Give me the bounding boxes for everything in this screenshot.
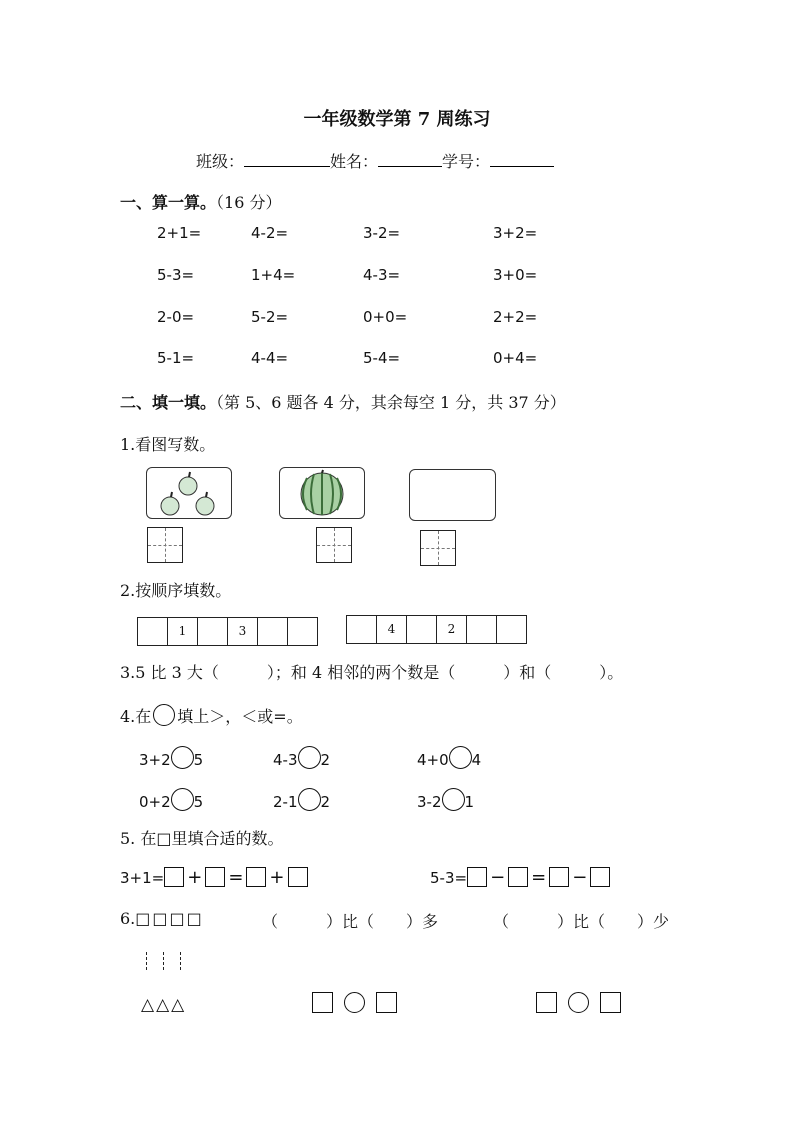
strip-cell-given: 2 [437, 616, 467, 643]
calc-problem: 1+4= [251, 266, 296, 284]
strip-cell-blank[interactable] [258, 618, 288, 645]
section-2-title: 二、填一填。 [120, 393, 217, 412]
watermelon-icon [280, 468, 364, 518]
compare-item [417, 788, 474, 811]
compare-left: 4+0 [417, 751, 449, 769]
calc-problem: 2-0= [157, 308, 195, 326]
calc-problem: 0+0= [363, 308, 408, 326]
calc-problem: 2+1= [157, 224, 202, 242]
name-label: 姓名： [330, 152, 379, 171]
q6-squares: □□□□ [135, 909, 204, 928]
q1-answer-grid-1[interactable] [147, 527, 183, 563]
calc-problem: 5-4= [363, 349, 401, 367]
compare-circle[interactable] [442, 788, 465, 811]
q6-answer-group-1 [312, 992, 397, 1013]
apples-picture-box [146, 467, 232, 519]
compare-item [417, 746, 481, 769]
compare-right: 1 [464, 793, 475, 811]
plus-sign: + [187, 867, 203, 888]
strip-cell-blank[interactable] [347, 616, 377, 643]
student-info-line [196, 149, 554, 172]
q4-text-after: 填上＞，＜或=。 [177, 707, 303, 726]
name-blank[interactable] [378, 150, 442, 167]
compare-item [273, 788, 330, 811]
calc-problem: 3-2= [363, 224, 401, 242]
calc-problem: 4-2= [251, 224, 289, 242]
strip-cell-blank[interactable] [497, 616, 526, 643]
q6-phrase-2: （ ）比（ ）少 [493, 912, 670, 931]
calc-problem: 3+0= [493, 266, 538, 284]
section-2-score: （第 5、6 题各 4 分，其余每空 1 分，共 37 分） [216, 393, 566, 412]
q6-phrase-1: （ ）比（ ）多 [262, 912, 439, 931]
answer-box[interactable] [376, 992, 397, 1013]
compare-item [139, 788, 203, 811]
calc-problem: 2+2= [493, 308, 538, 326]
answer-box[interactable] [246, 867, 266, 887]
apples-icon [147, 468, 231, 518]
section-1-heading [120, 190, 281, 213]
q2-text: 2.按顺序填数。 [120, 581, 232, 600]
q5-equation-left [120, 867, 308, 888]
strip-cell-blank[interactable] [467, 616, 497, 643]
number-label: 学号： [442, 152, 491, 171]
compare-circle[interactable] [298, 746, 321, 769]
answer-box[interactable] [467, 867, 487, 887]
compare-right: 2 [320, 751, 331, 769]
calc-problem: 4-4= [251, 349, 289, 367]
q1-answer-grid-2[interactable] [316, 527, 352, 563]
equals-sign: = [531, 867, 547, 888]
compare-left: 0+2 [139, 793, 171, 811]
answer-circle[interactable] [344, 992, 365, 1013]
q1-text: 1.看图写数。 [120, 435, 216, 454]
q6-answer-group-2 [536, 992, 621, 1013]
q5-text: 5. 在□里填合适的数。 [120, 829, 284, 848]
compare-left: 2-1 [273, 793, 298, 811]
strip-cell-given: 4 [377, 616, 407, 643]
answer-box[interactable] [312, 992, 333, 1013]
compare-circle[interactable] [171, 746, 194, 769]
calc-problem: 3+2= [493, 224, 538, 242]
q4-text-before: 4.在 [120, 707, 152, 726]
compare-right: 2 [320, 793, 331, 811]
class-blank[interactable] [244, 150, 330, 167]
compare-item [139, 746, 203, 769]
answer-box[interactable] [549, 867, 569, 887]
compare-circle[interactable] [171, 788, 194, 811]
stick-icon [163, 952, 164, 970]
equals-sign: = [228, 867, 244, 888]
answer-box[interactable] [164, 867, 184, 887]
q4-instruction [120, 704, 303, 727]
q5-left-prefix: 3+1= [120, 869, 165, 887]
answer-box[interactable] [288, 867, 308, 887]
stick-icon [180, 952, 181, 970]
answer-circle[interactable] [568, 992, 589, 1013]
q1-answer-grid-3[interactable] [420, 530, 456, 566]
circle-symbol [153, 704, 175, 726]
q6-triangles: △△△ [141, 995, 187, 1015]
strip-cell-blank[interactable] [288, 618, 317, 645]
answer-box[interactable] [600, 992, 621, 1013]
q6-sticks [146, 952, 197, 971]
compare-circle[interactable] [449, 746, 472, 769]
compare-left: 3+2 [139, 751, 171, 769]
watermelon-picture-box [279, 467, 365, 519]
answer-box[interactable] [536, 992, 557, 1013]
compare-right: 4 [471, 751, 482, 769]
q5-right-prefix: 5-3= [430, 869, 468, 887]
answer-box[interactable] [508, 867, 528, 887]
compare-left: 4-3 [273, 751, 298, 769]
compare-circle[interactable] [298, 788, 321, 811]
compare-right: 5 [193, 751, 204, 769]
number-strip-1 [137, 617, 318, 646]
calc-problem: 4-3= [363, 266, 401, 284]
class-label: 班级： [196, 152, 245, 171]
strip-cell-given: 1 [168, 618, 198, 645]
section-1-title: 一、算一算。 [120, 193, 217, 212]
calc-problem: 5-1= [157, 349, 195, 367]
q6-row [120, 909, 204, 928]
answer-box[interactable] [590, 867, 610, 887]
q5-equation-right [430, 867, 610, 888]
compare-item [273, 746, 330, 769]
calc-problem: 5-2= [251, 308, 289, 326]
empty-picture-box [409, 469, 496, 521]
compare-right: 5 [193, 793, 204, 811]
number-strip-2 [346, 615, 527, 644]
section-2-heading [120, 390, 566, 413]
strip-cell-given: 3 [228, 618, 258, 645]
section-1-score: （16 分） [216, 193, 282, 212]
compare-left: 3-2 [417, 793, 442, 811]
q3-text: 3.5 比 3 大（ ）；和 4 相邻的两个数是（ ）和（ ）。 [120, 663, 624, 682]
strip-cell-blank[interactable] [198, 618, 228, 645]
minus-sign: − [572, 867, 588, 888]
strip-cell-blank[interactable] [138, 618, 168, 645]
calc-problem: 0+4= [493, 349, 538, 367]
answer-box[interactable] [205, 867, 225, 887]
calc-problem: 5-3= [157, 266, 195, 284]
q6-label: 6. [120, 909, 136, 928]
strip-cell-blank[interactable] [407, 616, 437, 643]
page-title: 一年级数学第 7 周练习 [303, 109, 491, 130]
stick-icon [146, 952, 147, 970]
number-blank[interactable] [490, 150, 554, 167]
minus-sign: − [490, 867, 506, 888]
plus-sign: + [269, 867, 285, 888]
